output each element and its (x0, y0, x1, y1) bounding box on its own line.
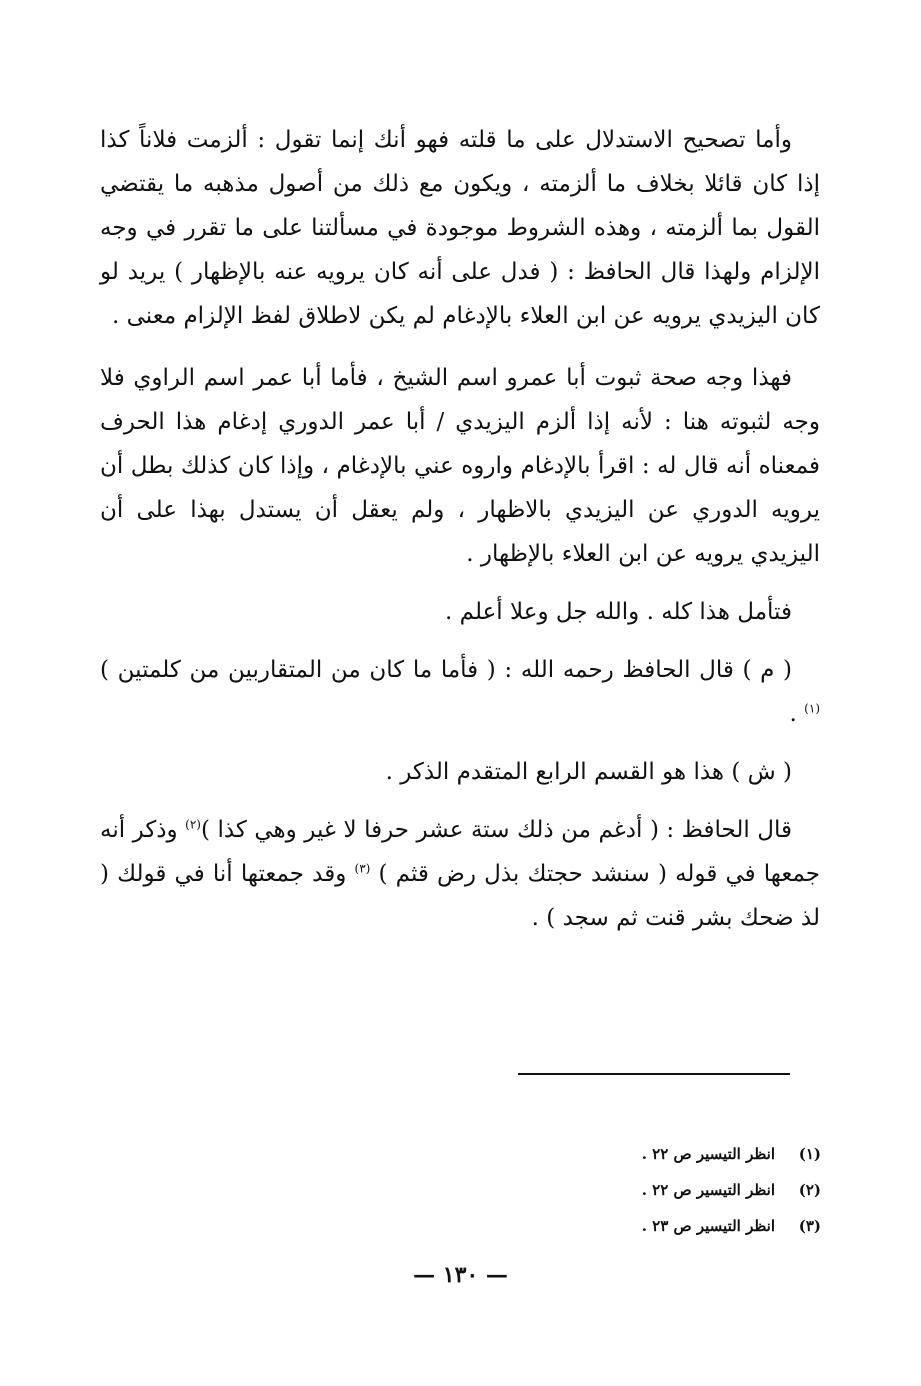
footnotes (501, 1136, 821, 1244)
footnote-number: (١) (798, 1145, 821, 1163)
footnote-ref-1: (١) (804, 701, 820, 716)
body-text (100, 118, 820, 940)
page-number: — ١٣٠ — (413, 1262, 508, 1288)
footnote-number: (٢) (798, 1181, 821, 1199)
paragraph-3: فتأمل هذا كله . والله جل وعلا أعلم . (445, 599, 792, 625)
footnote-3 (501, 1208, 821, 1244)
footnote-text: انظر التيسير ص ٢٢ . (641, 1145, 775, 1163)
footnote-ref-2: (٢) (185, 817, 201, 832)
footnote-2 (501, 1172, 821, 1208)
footnote-ref-3: (٣) (354, 861, 371, 876)
footnote-number: (٣) (798, 1217, 821, 1235)
footnote-text: انظر التيسير ص ٢٢ . (641, 1181, 775, 1199)
paragraph-4 (100, 648, 820, 736)
paragraph-6-text: قال الحافظ : ( أدغم من ذلك ستة عشر حرفا لا غير وهي كذا ) (200, 817, 792, 843)
paragraph-4-period: . (789, 701, 797, 727)
paragraph-4-text: ( م ) قال الحافظ رحمه الله : ( فأما ما كان من المتقاربين من كلمتين ) (100, 657, 792, 683)
footnote-1 (501, 1136, 821, 1172)
paragraph-2: فهذا وجه صحة ثبوت أبا عمرو اسم الشيخ ، فأما أبا عمر اسم الراوي فلا وجه لثبوته هنا : لأنه إذا ألزم اليزيدي / أبا عمر الدوري إدغام هذا الحرف فمعناه أنه قال له : اقرأ بالإدغام واروه عني بالإدغام ، وإذا كان كذلك بطل أن يرويه الدوري عن اليزيدي بالاظهار ، ولم يعقل أن يستدل بهذا على أن اليزيدي يرويه عن ابن العلاء بالإظهار . (100, 365, 820, 567)
paragraph-6 (100, 808, 820, 940)
paragraph-6-end: وقد جمعتها أنا في قولك ( لذ ضحك بشر قنت ثم سجد ) . (100, 861, 820, 931)
footnote-text: انظر التيسير ص ٢٣ . (641, 1217, 775, 1235)
paragraph-5: ( ش ) هذا هو القسم الرابع المتقدم الذكر . (385, 759, 792, 785)
paragraph-6-continued: وذكر أنه جمعها في قوله ( سنشد حجتك بذل رض قثم ) (100, 817, 821, 887)
footnote-separator (518, 1073, 790, 1075)
paragraph-1: وأما تصحيح الاستدلال على ما قلته فهو أنك إنما تقول : ألزمت فلاناً كذا إذا كان قائلا بخلاف ما ألزمته ، ويكون مع ذلك من أصول مذهبه ما يقتضي القول بما ألزمته ، وهذه الشروط موجودة في مسألتنا على ما تقرر في وجه الإلزام ولهذا قال الحافظ : ( فدل على أنه كان يرويه عنه بالإظهار ) يريد لو كان اليزيدي يرويه عن ابن العلاء بالإدغام لم يكن لاطلاق لفظ الإلزام معنى . (100, 127, 820, 329)
